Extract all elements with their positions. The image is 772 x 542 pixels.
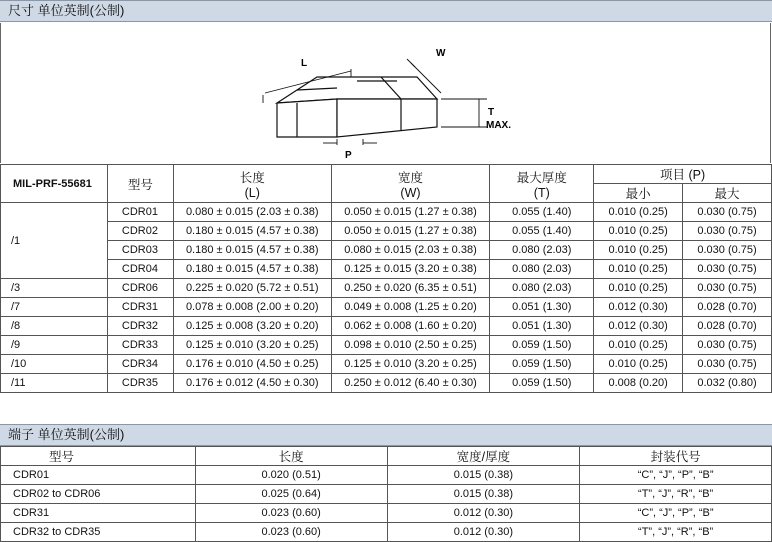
width-cell: 0.062 ± 0.008 (1.60 ± 0.20) <box>331 317 490 336</box>
table-row <box>1 298 772 317</box>
header-length <box>173 165 331 203</box>
type-cell: CDR01 <box>1 466 196 485</box>
dim-label-max: MAX. <box>486 120 511 131</box>
pmin-cell: 0.010 (0.25) <box>594 222 683 241</box>
width-thickness-cell: 0.012 (0.30) <box>387 523 580 542</box>
pmax-cell: 0.030 (0.75) <box>683 355 772 374</box>
thickness-cell: 0.080 (2.03) <box>490 260 594 279</box>
pmax-cell: 0.028 (0.70) <box>683 317 772 336</box>
header-width <box>331 165 490 203</box>
table-row <box>1 504 772 523</box>
length-cell: 0.125 ± 0.008 (3.20 ± 0.20) <box>173 317 331 336</box>
type-cell: CDR33 <box>107 336 173 355</box>
pmax-cell: 0.030 (0.75) <box>683 260 772 279</box>
length-cell: 0.025 (0.64) <box>195 485 387 504</box>
pmin-cell: 0.012 (0.30) <box>594 298 683 317</box>
table-row <box>1 317 772 336</box>
pmin-cell: 0.008 (0.20) <box>594 374 683 393</box>
component-diagram <box>0 23 771 163</box>
dim-label-length: L <box>301 58 308 69</box>
pmin-cell: 0.010 (0.25) <box>594 203 683 222</box>
length-cell: 0.180 ± 0.015 (4.57 ± 0.38) <box>173 260 331 279</box>
mil-slash-cell: /1 <box>1 203 108 279</box>
table-row <box>1 260 772 279</box>
type-cell: CDR06 <box>107 279 173 298</box>
section-title-terminals: 端子 单位英制(公制) <box>0 424 772 446</box>
table-row <box>1 203 772 222</box>
header-width-unit: (W) <box>400 185 421 200</box>
header-item-p: 项目 (P) <box>594 165 772 184</box>
pmax-cell: 0.030 (0.75) <box>683 279 772 298</box>
table-row <box>1 222 772 241</box>
pmin-cell: 0.010 (0.25) <box>594 260 683 279</box>
length-cell: 0.078 ± 0.008 (2.00 ± 0.20) <box>173 298 331 317</box>
type-cell: CDR04 <box>107 260 173 279</box>
dim-label-width: W <box>436 48 446 59</box>
mil-slash-cell: /7 <box>1 298 108 317</box>
width-cell: 0.125 ± 0.010 (3.20 ± 0.25) <box>331 355 490 374</box>
package-code-cell: “C”, “J”, “P”, “B” <box>580 504 772 523</box>
width-cell: 0.250 ± 0.020 (6.35 ± 0.51) <box>331 279 490 298</box>
thickness-cell: 0.080 (2.03) <box>490 279 594 298</box>
length-cell: 0.176 ± 0.010 (4.50 ± 0.25) <box>173 355 331 374</box>
pmax-cell: 0.032 (0.80) <box>683 374 772 393</box>
length-cell: 0.176 ± 0.012 (4.50 ± 0.30) <box>173 374 331 393</box>
type-cell: CDR34 <box>107 355 173 374</box>
chip-capacitor-drawing <box>1 23 770 163</box>
length-cell: 0.225 ± 0.020 (5.72 ± 0.51) <box>173 279 331 298</box>
mil-slash-cell: /3 <box>1 279 108 298</box>
header-min: 最小 <box>594 184 683 203</box>
header-package-code: 封装代号 <box>580 447 772 466</box>
mil-slash-cell: /11 <box>1 374 108 393</box>
pmin-cell: 0.010 (0.25) <box>594 241 683 260</box>
length-cell: 0.020 (0.51) <box>195 466 387 485</box>
thickness-cell: 0.059 (1.50) <box>490 374 594 393</box>
header-width-label: 宽度 <box>397 170 423 185</box>
pmin-cell: 0.010 (0.25) <box>594 355 683 374</box>
package-code-cell: “T”, “J”, “R”, “B” <box>580 523 772 542</box>
table-row <box>1 374 772 393</box>
type-cell: CDR31 <box>1 504 196 523</box>
header-mil-spec: MIL-PRF-55681 <box>1 165 108 203</box>
dim-label-pad: P <box>345 150 352 161</box>
package-code-cell: “T”, “J”, “R”, “B” <box>580 485 772 504</box>
table-row <box>1 241 772 260</box>
width-cell: 0.098 ± 0.010 (2.50 ± 0.25) <box>331 336 490 355</box>
thickness-cell: 0.055 (1.40) <box>490 203 594 222</box>
type-cell: CDR32 <box>107 317 173 336</box>
table-row <box>1 336 772 355</box>
header-max: 最大 <box>683 184 772 203</box>
header-type: 型号 <box>107 165 173 203</box>
table-row <box>1 485 772 504</box>
header-length-unit: (L) <box>244 185 260 200</box>
type-cell: CDR35 <box>107 374 173 393</box>
type-cell: CDR03 <box>107 241 173 260</box>
pmax-cell: 0.028 (0.70) <box>683 298 772 317</box>
mil-slash-cell: /8 <box>1 317 108 336</box>
type-cell: CDR02 to CDR06 <box>1 485 196 504</box>
header-length: 长度 <box>195 447 387 466</box>
thickness-cell: 0.051 (1.30) <box>490 298 594 317</box>
header-thickness-unit: (T) <box>533 185 550 200</box>
thickness-cell: 0.059 (1.50) <box>490 355 594 374</box>
package-code-cell: “C”, “J”, “P”, “B” <box>580 466 772 485</box>
table-row <box>1 523 772 542</box>
section-title-dimensions: 尺寸 单位英制(公制) <box>0 0 772 22</box>
dim-label-thickness: T <box>488 107 495 118</box>
type-cell: CDR31 <box>107 298 173 317</box>
table-row <box>1 355 772 374</box>
pmax-cell: 0.030 (0.75) <box>683 241 772 260</box>
thickness-cell: 0.080 (2.03) <box>490 241 594 260</box>
type-cell: CDR01 <box>107 203 173 222</box>
length-cell: 0.080 ± 0.015 (2.03 ± 0.38) <box>173 203 331 222</box>
terminals-table <box>0 446 772 542</box>
pmin-cell: 0.010 (0.25) <box>594 279 683 298</box>
width-thickness-cell: 0.015 (0.38) <box>387 485 580 504</box>
type-cell: CDR02 <box>107 222 173 241</box>
header-length-label: 长度 <box>239 170 265 185</box>
width-cell: 0.125 ± 0.015 (3.20 ± 0.38) <box>331 260 490 279</box>
thickness-cell: 0.051 (1.30) <box>490 317 594 336</box>
thickness-cell: 0.055 (1.40) <box>490 222 594 241</box>
dimensions-table <box>0 164 772 393</box>
width-thickness-cell: 0.015 (0.38) <box>387 466 580 485</box>
length-cell: 0.180 ± 0.015 (4.57 ± 0.38) <box>173 241 331 260</box>
table-row <box>1 279 772 298</box>
width-cell: 0.050 ± 0.015 (1.27 ± 0.38) <box>331 203 490 222</box>
pmin-cell: 0.010 (0.25) <box>594 336 683 355</box>
pmin-cell: 0.012 (0.30) <box>594 317 683 336</box>
mil-slash-cell: /10 <box>1 355 108 374</box>
thickness-cell: 0.059 (1.50) <box>490 336 594 355</box>
length-cell: 0.180 ± 0.015 (4.57 ± 0.38) <box>173 222 331 241</box>
mil-slash-cell: /9 <box>1 336 108 355</box>
table-row <box>1 466 772 485</box>
length-cell: 0.125 ± 0.010 (3.20 ± 0.25) <box>173 336 331 355</box>
header-thickness-label: 最大厚度 <box>516 170 567 185</box>
header-width-thickness: 宽度/厚度 <box>387 447 580 466</box>
pmax-cell: 0.030 (0.75) <box>683 222 772 241</box>
type-cell: CDR32 to CDR35 <box>1 523 196 542</box>
width-cell: 0.250 ± 0.012 (6.40 ± 0.30) <box>331 374 490 393</box>
width-cell: 0.049 ± 0.008 (1.25 ± 0.20) <box>331 298 490 317</box>
width-thickness-cell: 0.012 (0.30) <box>387 504 580 523</box>
length-cell: 0.023 (0.60) <box>195 504 387 523</box>
header-type: 型号 <box>1 447 196 466</box>
width-cell: 0.080 ± 0.015 (2.03 ± 0.38) <box>331 241 490 260</box>
length-cell: 0.023 (0.60) <box>195 523 387 542</box>
pmax-cell: 0.030 (0.75) <box>683 203 772 222</box>
width-cell: 0.050 ± 0.015 (1.27 ± 0.38) <box>331 222 490 241</box>
pmax-cell: 0.030 (0.75) <box>683 336 772 355</box>
header-thickness <box>490 165 594 203</box>
